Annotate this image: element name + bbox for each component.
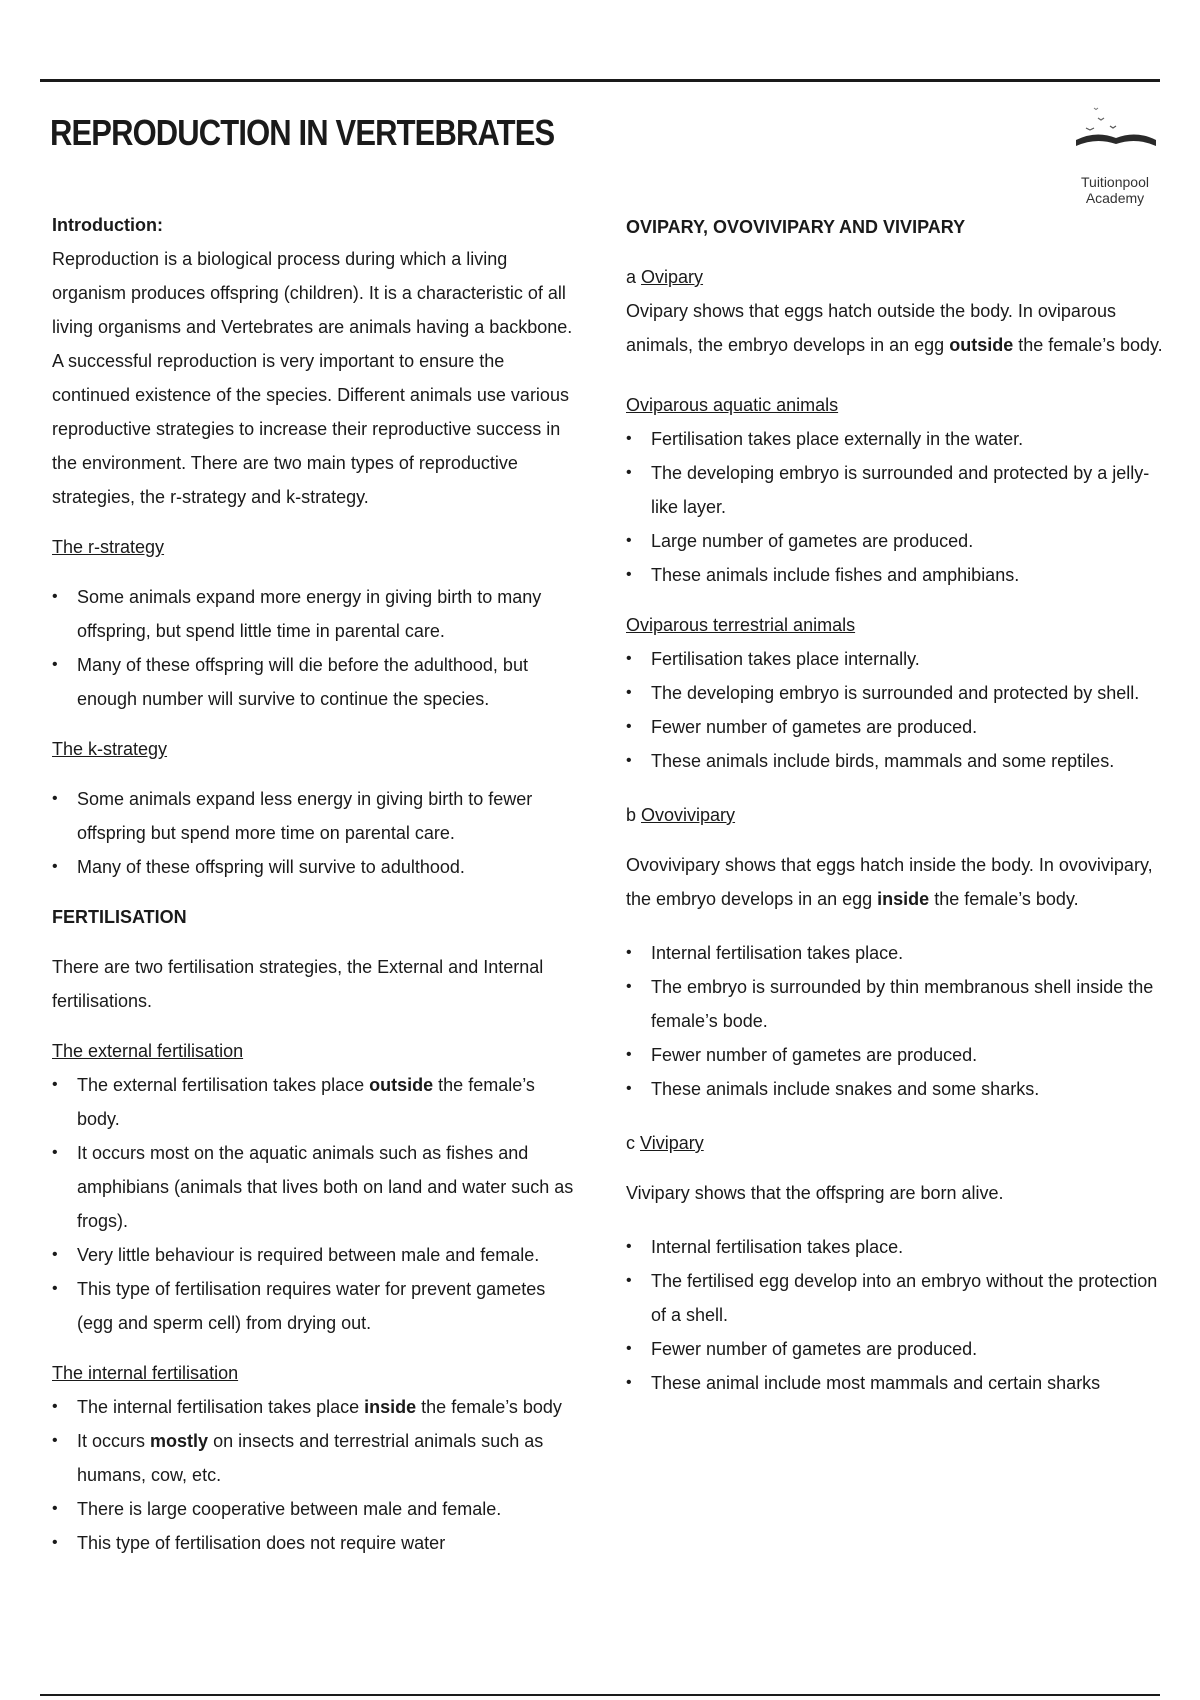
list-item: • It occurs mostly on insects and terrestrial animals such as humans, cow, etc. — [52, 1424, 582, 1492]
list-item: • Fertilisation takes place externally in the water. — [626, 422, 1166, 456]
list-item: • The internal fertilisation takes place inside the female’s body — [52, 1390, 582, 1424]
list-item: • Fewer number of gametes are produced. — [626, 1038, 1166, 1072]
ovipary-heading: a Ovipary — [626, 267, 704, 287]
k-strategy-list — [52, 782, 582, 884]
internal-fertilisation-list — [52, 1390, 582, 1560]
logo-subname: Academy — [1085, 190, 1145, 206]
vivipary-heading: c Vivipary — [626, 1133, 704, 1153]
introduction-heading: Introduction: — [52, 215, 163, 235]
list-item: • These animals include snakes and some sharks. — [626, 1072, 1166, 1106]
k-strategy-heading: The k-strategy — [52, 739, 168, 759]
top-rule — [40, 79, 1160, 82]
list-item: • Internal fertilisation takes place. — [626, 936, 1166, 970]
oviparous-aquatic-heading: Oviparous aquatic animals — [626, 395, 839, 415]
list-item: • These animals include fishes and amphibians. — [626, 558, 1166, 592]
list-item: • The developing embryo is surrounded and protected by a jelly-like layer. — [626, 456, 1166, 524]
list-item: • Some animals expand more energy in giving birth to many offspring, but spend little time in parental care. — [52, 580, 582, 648]
list-item: • These animals include birds, mammals and some reptiles. — [626, 744, 1166, 778]
logo-name: Tuitionpool — [1081, 174, 1149, 190]
list-item: • Many of these offspring will survive to adulthood. — [52, 850, 582, 884]
reproduction-types-heading: OVIPARY, OVOVIVIPARY AND VIVIPARY — [626, 217, 966, 237]
r-strategy-list — [52, 580, 582, 716]
list-item: • Very little behaviour is required between male and female. — [52, 1238, 582, 1272]
right-column — [626, 210, 1166, 1400]
external-fertilisation-heading: The external fertilisation — [52, 1041, 244, 1061]
vivipary-list — [626, 1230, 1166, 1400]
left-column — [52, 208, 582, 1560]
ovovivipary-heading: b Ovovivipary — [626, 805, 736, 825]
list-item: • The embryo is surrounded by thin membranous shell inside the female’s bode. — [626, 970, 1166, 1038]
list-item: • The fertilised egg develop into an embryo without the protection of a shell. — [626, 1264, 1166, 1332]
list-item: • This type of fertilisation requires water for prevent gametes (egg and sperm cell) from drying out. — [52, 1272, 582, 1340]
fertilisation-heading: FERTILISATION — [52, 907, 187, 927]
list-item: • It occurs most on the aquatic animals such as fishes and amphibians (animals that lives both on land and water such as frogs). — [52, 1136, 582, 1238]
bottom-rule — [40, 1694, 1160, 1696]
list-item: • Some animals expand less energy in giving birth to fewer offspring but spend more time on parental care. — [52, 782, 582, 850]
list-item: • Many of these offspring will die before the adulthood, but enough number will survive to continue the species. — [52, 648, 582, 716]
fertilisation-paragraph: There are two fertilisation strategies, the External and Internal fertilisations. — [52, 957, 544, 1011]
ovovivipary-list — [626, 936, 1166, 1106]
external-fertilisation-list — [52, 1068, 582, 1340]
r-strategy-heading: The r-strategy — [52, 537, 165, 557]
list-item: • Fewer number of gametes are produced. — [626, 1332, 1166, 1366]
vivipary-paragraph: Vivipary shows that the offspring are born alive. — [626, 1183, 1004, 1203]
internal-fertilisation-heading: The internal fertilisation — [52, 1363, 239, 1383]
list-item: • The external fertilisation takes place outside the female’s body. — [52, 1068, 582, 1136]
list-item: • Internal fertilisation takes place. — [626, 1230, 1166, 1264]
list-item: • Large number of gametes are produced. — [626, 524, 1166, 558]
academy-logo — [1060, 104, 1170, 204]
list-item: • These animal include most mammals and certain sharks — [626, 1366, 1166, 1400]
list-item: • The developing embryo is surrounded and protected by shell. — [626, 676, 1166, 710]
list-item: • This type of fertilisation does not require water — [52, 1526, 582, 1560]
book-birds-icon — [1066, 104, 1166, 174]
ovovivipary-paragraph: Ovovivipary shows that eggs hatch inside the body. In ovovivipary, the embryo develops in an egg inside the female’s body. — [626, 855, 1153, 909]
oviparous-aquatic-list — [626, 422, 1166, 592]
list-item: • Fertilisation takes place internally. — [626, 642, 1166, 676]
oviparous-terrestrial-list — [626, 642, 1166, 778]
list-item: • Fewer number of gametes are produced. — [626, 710, 1166, 744]
ovipary-paragraph: Ovipary shows that eggs hatch outside the body. In oviparous animals, the embryo develops in an egg outside the female’s body. — [626, 301, 1163, 355]
list-item: • There is large cooperative between male and female. — [52, 1492, 582, 1526]
introduction-paragraph: Reproduction is a biological process during which a living organism produces offspring (children). It is a characteristic of all living organisms and Vertebrates are animals having a backbone. A successful reproduction is very important to ensure the continued existence of the species. Different animals use various reproductive strategies to increase their reproductive success in the environment. There are two main types of reproductive strategies, the r-strategy and k-strategy. — [52, 249, 573, 507]
page-title: REPRODUCTION IN VERTEBRATES — [50, 112, 555, 153]
oviparous-terrestrial-heading: Oviparous terrestrial animals — [626, 615, 856, 635]
